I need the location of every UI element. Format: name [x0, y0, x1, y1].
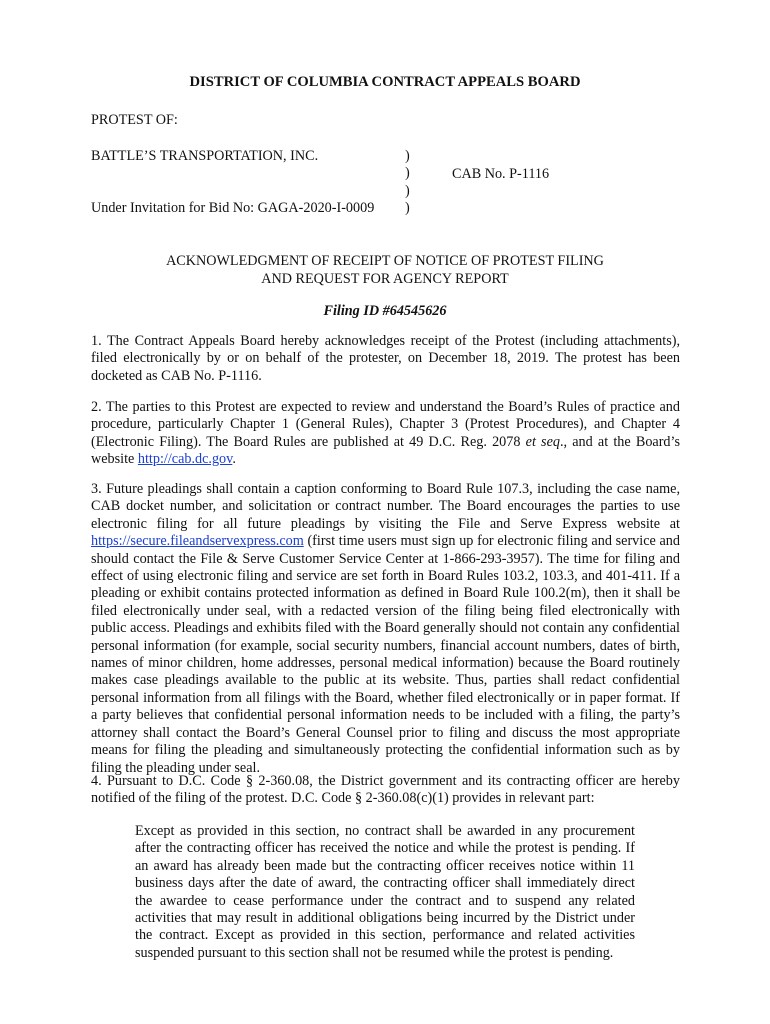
board-website-link[interactable]: http://cab.dc.gov [137, 451, 233, 468]
paragraph-2-text-b: ., and at the Board’s website [91, 433, 680, 468]
paragraph-3-text: 3. Future pleadings shall contain a caption conforming to Board Rule 107.3, including the case name, CAB docket number, and solicitation or contract number. The Board encourages the parties to use electronic filing for all future pleadings by visiting the File and Serve Express website at [91, 481, 680, 532]
paragraph-2 [91, 399, 680, 469]
paren: ) [405, 148, 410, 164]
paren: ) [405, 182, 410, 199]
paragraph-3 [91, 481, 680, 777]
file-serve-link[interactable]: https://secure.fileandservexpress.com [91, 533, 304, 550]
filing-id: Filing ID #64545626 [323, 303, 447, 319]
notice-heading-line1: ACKNOWLEDGMENT OF RECEIPT OF NOTICE OF PROTEST FILING [166, 253, 604, 269]
paragraph-3-text-b: (first time users must sign up for electronic filing and service and should contact the File & Serve Customer Service Center at 1-866-293-3957). The time for filing and effect of using electronic filing and service are set forth in Board Rules 103.2, 103.3, and 401-411. If a pleading or exhibit contains protected information as defined in Board Rule 100.2(m), then it shall be filed electronically under seal, with a redacted version of the filing being filed electronically with public access. Pleadings and exhibits filed with the Board generally should not contain any confidential personal information (for example, social security numbers, financial account numbers, dates of birth, names of minor children, home addresses, personal medical information) because the Board routinely makes case pleadings available to the public at its website. Thus, parties shall redact confidential personal information from all filings with the Board, whether filed electronically or in paper format. If a party believes that confidential personal information needs to be included with a filing, the party’s attorney shall contact the Board’s General Counsel prior to filing and discuss the most appropriate means for filing the pleading and simultaneously protecting the confidential information such as by filing the pleading under seal. [91, 533, 680, 776]
paragraph-2-text: 2. The parties to this Protest are expected to review and understand the Board’s Rules of practice and procedure, particularly Chapter 1 (General Rules), Chapter 3 (Protest Procedures), and Chapter 4 (Electronic Filing). The Board Rules are published at 49 D.C. Reg. 2078 [91, 399, 680, 450]
paragraph-2-end: . [232, 451, 236, 468]
paragraph-4: 4. Pursuant to D.C. Code § 2-360.08, the District government and its contracting officer are hereby notified of the filing of the protest. D.C. Code § 2-360.08(c)(1) provides in relevant part: [91, 773, 680, 807]
paren: ) [405, 165, 410, 182]
caption-parentheses [405, 148, 410, 218]
protest-of-label: PROTEST OF: [91, 112, 178, 128]
notice-heading-line2: AND REQUEST FOR AGENCY REPORT [261, 270, 509, 287]
paragraph-1: 1. The Contract Appeals Board hereby acknowledges receipt of the Protest (including attachments), filed electronically by or on behalf of the protester, on December 18, 2019. The protest has been docketed as CAB No. P-1116. [91, 333, 680, 384]
notice-heading [0, 253, 770, 288]
case-caption [91, 148, 375, 216]
block-quote: Except as provided in this section, no contract shall be awarded in any procurement after the contracting officer has received the notice and while the protest is pending. If an award has already been made but the contracting officer receives notice within 11 business days after the date of award, the contracting officer shall immediately direct the awardee to cease performance under the contract and to suspend any related activities that may result in additional obligations being incurred by the District under the contract. Except as provided in this section, performance and related activities suspended pursuant to this section shall not be resumed while the protest is pending. [135, 823, 635, 961]
board-title: DISTRICT OF COLUMBIA CONTRACT APPEALS BOARD [189, 74, 581, 90]
cab-number: CAB No. P-1116 [452, 166, 550, 182]
et-seq: et seq [525, 433, 560, 450]
bid-number: Under Invitation for Bid No: GAGA-2020-I-0009 [91, 200, 375, 216]
paren: ) [405, 200, 410, 217]
protester-name: BATTLE’S TRANSPORTATION, INC. [91, 148, 319, 164]
